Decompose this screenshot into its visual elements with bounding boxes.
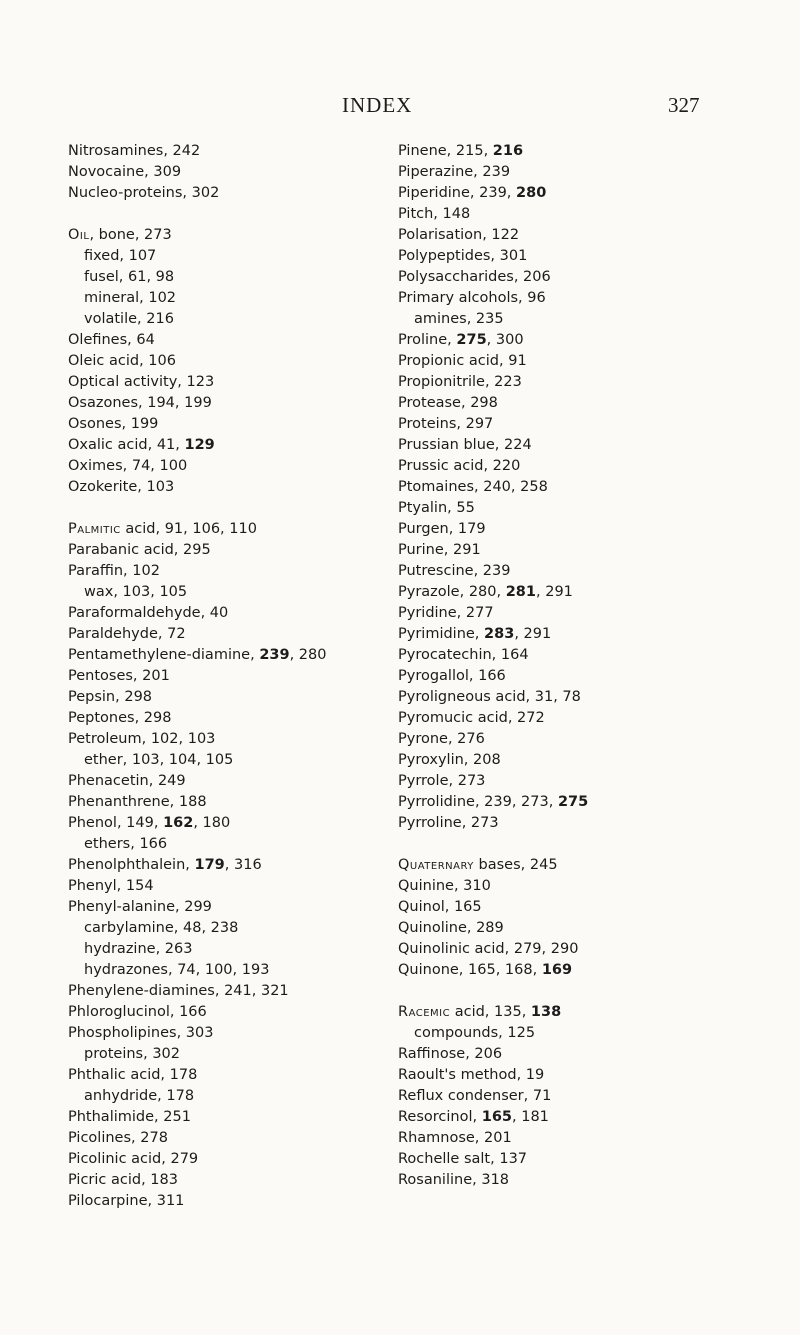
- section-gap: [68, 204, 398, 225]
- index-subentry: [68, 582, 398, 603]
- index-subentry: [68, 750, 398, 771]
- entry-text: Phenyl-alanine, 299: [68, 899, 212, 915]
- index-column-right: [398, 141, 728, 1191]
- index-entry: [68, 540, 398, 561]
- index-entry: [398, 960, 728, 981]
- page-number: 327: [668, 93, 700, 117]
- index-entry: [398, 645, 728, 666]
- page-ref-bold: 280: [516, 185, 547, 201]
- entry-text: Ptyalin, 55: [398, 500, 475, 516]
- index-entry: [398, 666, 728, 687]
- index-subentry: [68, 918, 398, 939]
- index-entry: [68, 813, 398, 834]
- index-subentry: [68, 1044, 398, 1065]
- entry-text: Nucleo-proteins, 302: [68, 185, 220, 201]
- index-entry: [398, 1065, 728, 1086]
- entry-text: Olefines, 64: [68, 332, 155, 348]
- page-ref-bold: 162: [163, 815, 194, 831]
- index-subentry: [68, 267, 398, 288]
- page-ref-bold: 283: [484, 626, 515, 642]
- entry-text: Picolines, 278: [68, 1130, 168, 1146]
- entry-text: Polypeptides, 301: [398, 248, 528, 264]
- index-entry: [398, 372, 728, 393]
- index-entry: [68, 1128, 398, 1149]
- entry-text: , 316: [224, 857, 262, 873]
- index-entry: [68, 225, 398, 246]
- entry-text: Proteins, 297: [398, 416, 494, 432]
- entry-text: Rhamnose, 201: [398, 1130, 512, 1146]
- section-gap: [398, 981, 728, 1002]
- entry-text: Quinine, 310: [398, 878, 491, 894]
- entry-text: carbylamine, 48, 238: [84, 920, 239, 936]
- index-entry: [398, 582, 728, 603]
- entry-text: , 291: [536, 584, 573, 600]
- index-entry: [398, 855, 728, 876]
- entry-text: , 280: [289, 647, 327, 663]
- index-entry: [398, 750, 728, 771]
- index-entry: [68, 981, 398, 1002]
- entry-text: mineral, 102: [84, 290, 177, 306]
- entry-text: Propionitrile, 223: [398, 374, 522, 390]
- section-lead-word: Racemic: [398, 1004, 451, 1020]
- entry-text: Pentamethylene-diamine,: [68, 647, 260, 663]
- index-entry: [398, 1107, 728, 1128]
- index-entry: [68, 162, 398, 183]
- section-lead-word: Palmitic: [68, 521, 121, 537]
- entry-text: Pitch, 148: [398, 206, 471, 222]
- entry-text: ether, 103, 104, 105: [84, 752, 234, 768]
- entry-text: Pyrazole, 280,: [398, 584, 506, 600]
- index-entry: [398, 813, 728, 834]
- entry-text: Paraffin, 102: [68, 563, 160, 579]
- index-entry: [398, 771, 728, 792]
- index-entry: [68, 1002, 398, 1023]
- entry-text: hydrazine, 263: [84, 941, 193, 957]
- index-entry: [68, 1170, 398, 1191]
- entry-text: Prussian blue, 224: [398, 437, 532, 453]
- page-ref-bold: 275: [456, 332, 487, 348]
- index-entry: [398, 792, 728, 813]
- index-entry: [398, 1170, 728, 1191]
- index-entry: [398, 897, 728, 918]
- index-entry: [398, 477, 728, 498]
- entry-text: proteins, 302: [84, 1046, 180, 1062]
- entry-text: Paraformaldehyde, 40: [68, 605, 229, 621]
- index-entry: [398, 183, 728, 204]
- index-entry: [68, 624, 398, 645]
- page-ref-bold: 281: [505, 584, 536, 600]
- entry-text: Novocaine, 309: [68, 164, 182, 180]
- section-gap: [68, 498, 398, 519]
- entry-text: Parabanic acid, 295: [68, 542, 211, 558]
- index-entry: [68, 561, 398, 582]
- entry-text: Piperidine, 239,: [398, 185, 517, 201]
- index-entry: [68, 330, 398, 351]
- entry-text: Phenol, 149,: [68, 815, 164, 831]
- index-entry: [68, 687, 398, 708]
- entry-text: Reflux condenser, 71: [398, 1088, 552, 1104]
- entry-text: fixed, 107: [84, 248, 157, 264]
- entry-text: Peptones, 298: [68, 710, 172, 726]
- index-entry: [68, 414, 398, 435]
- index-entry: [68, 1023, 398, 1044]
- entry-text: hydrazones, 74, 100, 193: [84, 962, 270, 978]
- index-subentry: [68, 288, 398, 309]
- index-entry: [398, 456, 728, 477]
- index-entry: [398, 141, 728, 162]
- page-ref-bold: 138: [530, 1004, 562, 1020]
- entry-text: Piperazine, 239: [398, 164, 511, 180]
- entry-text: Raffinose, 206: [398, 1046, 503, 1062]
- section-lead-word: Quaternary: [398, 857, 474, 873]
- index-entry: [68, 351, 398, 372]
- entry-text: Pyrimidine,: [398, 626, 485, 642]
- entry-text: , 300: [486, 332, 524, 348]
- entry-text: Quinolinic acid, 279, 290: [398, 941, 579, 957]
- index-subentry: [68, 246, 398, 267]
- index-subentry: [68, 1086, 398, 1107]
- entry-text: , 291: [514, 626, 552, 642]
- index-entry: [398, 1002, 728, 1023]
- page-ref-bold: 216: [492, 143, 524, 159]
- entry-text: Propionic acid, 91: [398, 353, 527, 369]
- index-entry: [398, 939, 728, 960]
- index-entry: [68, 435, 398, 456]
- entry-text: Pyrogallol, 166: [398, 668, 506, 684]
- index-entry: [68, 792, 398, 813]
- entry-text: ethers, 166: [84, 836, 168, 852]
- entry-text: Primary alcohols, 96: [398, 290, 546, 306]
- entry-text: Polysaccharides, 206: [398, 269, 551, 285]
- entry-text: Pinene, 215,: [398, 143, 493, 159]
- index-entry: [398, 204, 728, 225]
- entry-text: Raoult's method, 19: [398, 1067, 545, 1083]
- index-entry: [68, 519, 398, 540]
- index-entry: [398, 687, 728, 708]
- index-entry: [398, 1044, 728, 1065]
- index-entry: [398, 540, 728, 561]
- entry-text: Pyrroline, 273: [398, 815, 499, 831]
- index-entry: [398, 225, 728, 246]
- entry-text: Picric acid, 183: [68, 1172, 178, 1188]
- entry-text: compounds, 125: [414, 1025, 536, 1041]
- index-entry: [68, 729, 398, 750]
- entry-text: , 181: [512, 1109, 549, 1125]
- index-entry: [398, 1149, 728, 1170]
- entry-text: fusel, 61, 98: [84, 269, 175, 285]
- entry-text: Pyroligneous acid, 31, 78: [398, 689, 581, 705]
- entry-text: Phenacetin, 249: [68, 773, 186, 789]
- entry-text: Quinoline, 289: [398, 920, 504, 936]
- index-entry: [398, 267, 728, 288]
- page-ref-bold: 165: [481, 1109, 513, 1125]
- index-entry: [68, 855, 398, 876]
- index-entry: [398, 330, 728, 351]
- index-entry: [68, 183, 398, 204]
- page-title: INDEX: [342, 93, 413, 117]
- index-entry: [398, 624, 728, 645]
- entry-text: Oxalic acid, 41,: [68, 437, 185, 453]
- entry-text: Pentoses, 201: [68, 668, 170, 684]
- entry-text: Pyromucic acid, 272: [398, 710, 545, 726]
- entry-text: Rosaniline, 318: [398, 1172, 510, 1188]
- index-entry: [398, 918, 728, 939]
- index-entry: [398, 414, 728, 435]
- entry-text: Putrescine, 239: [398, 563, 511, 579]
- entry-text: Picolinic acid, 279: [68, 1151, 199, 1167]
- index-subentry: [68, 939, 398, 960]
- section-lead-word: Oil: [68, 227, 90, 243]
- index-column-left: [68, 141, 398, 1212]
- index-entry: [68, 477, 398, 498]
- index-entry: [68, 897, 398, 918]
- entry-text: Osazones, 194, 199: [68, 395, 212, 411]
- entry-text: acid, 135,: [450, 1004, 531, 1020]
- index-subentry: [398, 309, 728, 330]
- index-subentry: [68, 960, 398, 981]
- entry-text: , bone, 273: [89, 227, 172, 243]
- page-header: [0, 93, 800, 123]
- entry-text: , 180: [193, 815, 231, 831]
- entry-text: volatile, 216: [84, 311, 174, 327]
- entry-text: Proline,: [398, 332, 457, 348]
- entry-text: Pilocarpine, 311: [68, 1193, 185, 1209]
- section-gap: [398, 834, 728, 855]
- index-entry: [398, 708, 728, 729]
- entry-text: Phthalimide, 251: [68, 1109, 191, 1125]
- index-subentry: [68, 834, 398, 855]
- entry-text: Paraldehyde, 72: [68, 626, 186, 642]
- entry-text: Pyrone, 276: [398, 731, 485, 747]
- entry-text: Pyrrole, 273: [398, 773, 486, 789]
- entry-text: Phenolphthalein,: [68, 857, 195, 873]
- entry-text: Pyridine, 277: [398, 605, 494, 621]
- entry-text: Petroleum, 102, 103: [68, 731, 216, 747]
- index-entry: [68, 393, 398, 414]
- index-entry: [398, 351, 728, 372]
- page-ref-bold: 129: [184, 437, 215, 453]
- index-entry: [68, 1065, 398, 1086]
- entry-text: Phenanthrene, 188: [68, 794, 207, 810]
- entry-text: Phospholipines, 303: [68, 1025, 214, 1041]
- entry-text: Phloroglucinol, 166: [68, 1004, 207, 1020]
- entry-text: Phenyl, 154: [68, 878, 154, 894]
- entry-text: Oximes, 74, 100: [68, 458, 188, 474]
- entry-text: Osones, 199: [68, 416, 159, 432]
- entry-text: wax, 103, 105: [84, 584, 188, 600]
- index-entry: [398, 246, 728, 267]
- index-entry: [68, 708, 398, 729]
- index-entry: [398, 288, 728, 309]
- index-entry: [398, 729, 728, 750]
- index-entry: [398, 1086, 728, 1107]
- index-entry: [398, 393, 728, 414]
- index-entry: [68, 1191, 398, 1212]
- index-entry: [68, 372, 398, 393]
- index-subentry: [68, 309, 398, 330]
- entry-text: Phenylene-diamines, 241, 321: [68, 983, 289, 999]
- entry-text: Quinol, 165: [398, 899, 482, 915]
- entry-text: Pyrrolidine, 239, 273,: [398, 794, 558, 810]
- entry-text: Oleic acid, 106: [68, 353, 176, 369]
- entry-text: Quinone, 165, 168,: [398, 962, 542, 978]
- entry-text: anhydride, 178: [84, 1088, 195, 1104]
- entry-text: Phthalic acid, 178: [68, 1067, 198, 1083]
- index-entry: [68, 666, 398, 687]
- entry-text: Ptomaines, 240, 258: [398, 479, 548, 495]
- entry-text: Rochelle salt, 137: [398, 1151, 528, 1167]
- index-entry: [398, 435, 728, 456]
- index-entry: [68, 141, 398, 162]
- entry-text: Nitrosamines, 242: [68, 143, 201, 159]
- index-entry: [398, 876, 728, 897]
- index-entry: [398, 603, 728, 624]
- entry-text: Prussic acid, 220: [398, 458, 521, 474]
- index-entry: [68, 1149, 398, 1170]
- index-entry: [68, 456, 398, 477]
- index-entry: [68, 603, 398, 624]
- page-ref-bold: 179: [194, 857, 225, 873]
- index-entry: [68, 876, 398, 897]
- index-entry: [398, 561, 728, 582]
- entry-text: Protease, 298: [398, 395, 498, 411]
- entry-text: Optical activity, 123: [68, 374, 215, 390]
- entry-text: Polarisation, 122: [398, 227, 520, 243]
- index-subentry: [398, 1023, 728, 1044]
- entry-text: Pyrocatechin, 164: [398, 647, 529, 663]
- index-entry: [398, 1128, 728, 1149]
- page-ref-bold: 239: [259, 647, 290, 663]
- entry-text: Purgen, 179: [398, 521, 486, 537]
- page-ref-bold: 169: [541, 962, 573, 978]
- page-ref-bold: 275: [557, 794, 589, 810]
- index-entry: [68, 771, 398, 792]
- entry-text: Purine, 291: [398, 542, 481, 558]
- entry-text: acid, 91, 106, 110: [120, 521, 257, 537]
- entry-text: Pepsin, 298: [68, 689, 153, 705]
- index-entry: [398, 498, 728, 519]
- entry-text: Pyroxylin, 208: [398, 752, 501, 768]
- index-entry: [398, 519, 728, 540]
- entry-text: Ozokerite, 103: [68, 479, 175, 495]
- index-entry: [68, 645, 398, 666]
- index-entry: [398, 162, 728, 183]
- index-entry: [68, 1107, 398, 1128]
- entry-text: bases, 245: [473, 857, 558, 873]
- entry-text: Resorcinol,: [398, 1109, 482, 1125]
- entry-text: amines, 235: [414, 311, 504, 327]
